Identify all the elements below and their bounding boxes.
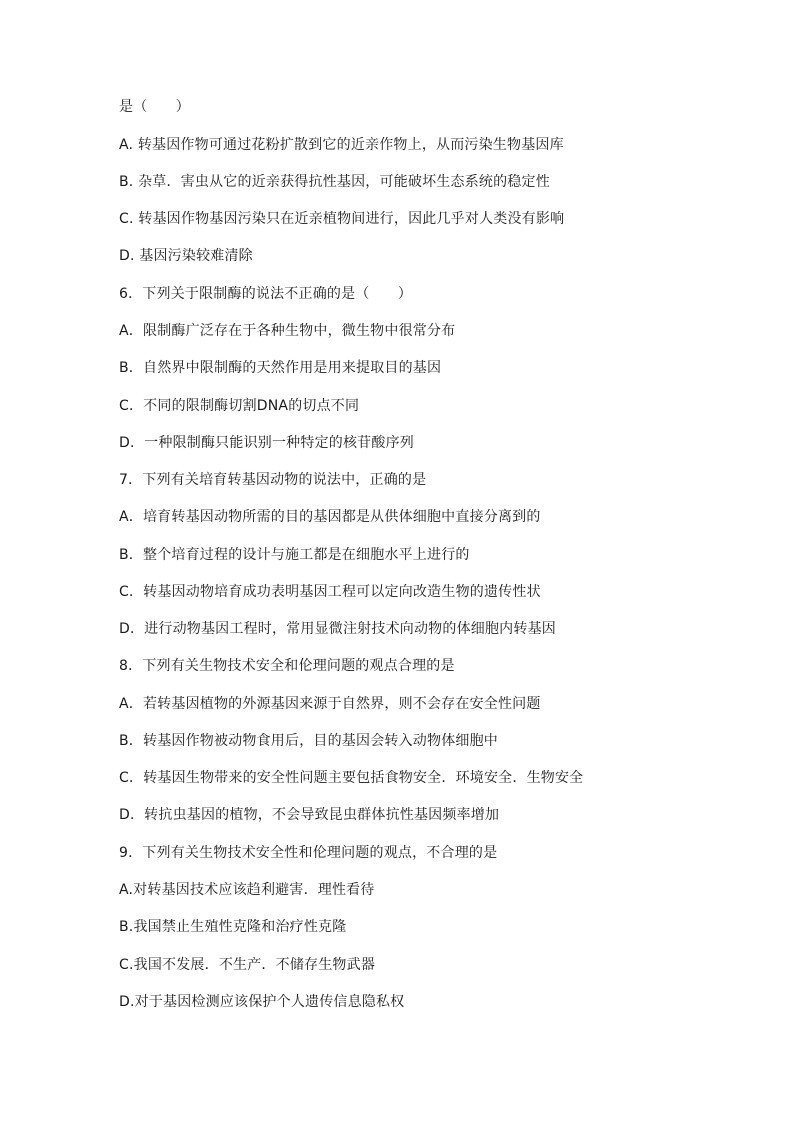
question-8-option-c: C．转基因生物带来的安全性问题主要包括食物安全．环境安全．生物安全 [119,770,584,786]
question-6-option-a: A．限制酶广泛存在于各种生物中，微生物中很常分布 [119,323,456,339]
question-7-option-b: B．整个培育过程的设计与施工都是在细胞水平上进行的 [119,547,470,563]
question-5-option-a: A. 转基因作物可通过花粉扩散到它的近亲作物上，从而污染生物基因库 [119,137,564,153]
question-7-option-a: A．培育转基因动物所需的目的基因都是从供体细胞中直接分离到的 [119,509,541,525]
question-8-option-b: B．转基因作物被动物食用后，目的基因会转入动物体细胞中 [119,733,499,749]
question-5-option-c: C. 转基因作物基因污染只在近亲植物间进行，因此几乎对人类没有影响 [119,211,565,227]
question-7-stem: 7．下列有关培育转基因动物的说法中，正确的是 [119,472,427,488]
question-9-option-c: C.我国不发展．不生产．不储存生物武器 [119,957,376,973]
question-6-option-b: B．自然界中限制酶的天然作用是用来提取目的基因 [119,360,442,376]
question-8-stem: 8．下列有关生物技术安全和伦理问题的观点合理的是 [119,658,455,674]
question-6-stem: 6．下列关于限制酶的说法不正确的是（ ） [119,286,413,302]
question-5-option-d: D. 基因污染较难清除 [119,248,253,264]
question-5-stem-tail: 是（ ） [119,99,190,115]
question-9-stem: 9．下列有关生物技术安全性和伦理问题的观点，不合理的是 [119,845,498,861]
question-7-option-c: C．转基因动物培育成功表明基因工程可以定向改造生物的遗传性状 [119,584,541,600]
question-9-option-a: A.对转基因技术应该趋利避害．理性看待 [119,882,375,898]
question-6-option-d: D．一种限制酶只能识别一种特定的核苷酸序列 [119,435,414,451]
question-5-option-b: B. 杂草．害虫从它的近亲获得抗性基因，可能破坏生态系统的稳定性 [119,174,550,190]
question-7-option-d: D．进行动物基因工程时，常用显微注射技术向动物的体细胞内转基因 [119,621,556,637]
question-9-option-d: D.对于基因检测应该保护个人遗传信息隐私权 [119,994,405,1010]
question-6-option-c: C．不同的限制酶切割DNA的切点不同 [119,398,360,414]
question-8-option-d: D．转抗虫基因的植物，不会导致昆虫群体抗性基因频率增加 [119,807,500,823]
question-8-option-a: A．若转基因植物的外源基因来源于自然界，则不会存在安全性问题 [119,696,541,712]
question-9-option-b: B.我国禁止生殖性克隆和治疗性克隆 [119,919,347,935]
